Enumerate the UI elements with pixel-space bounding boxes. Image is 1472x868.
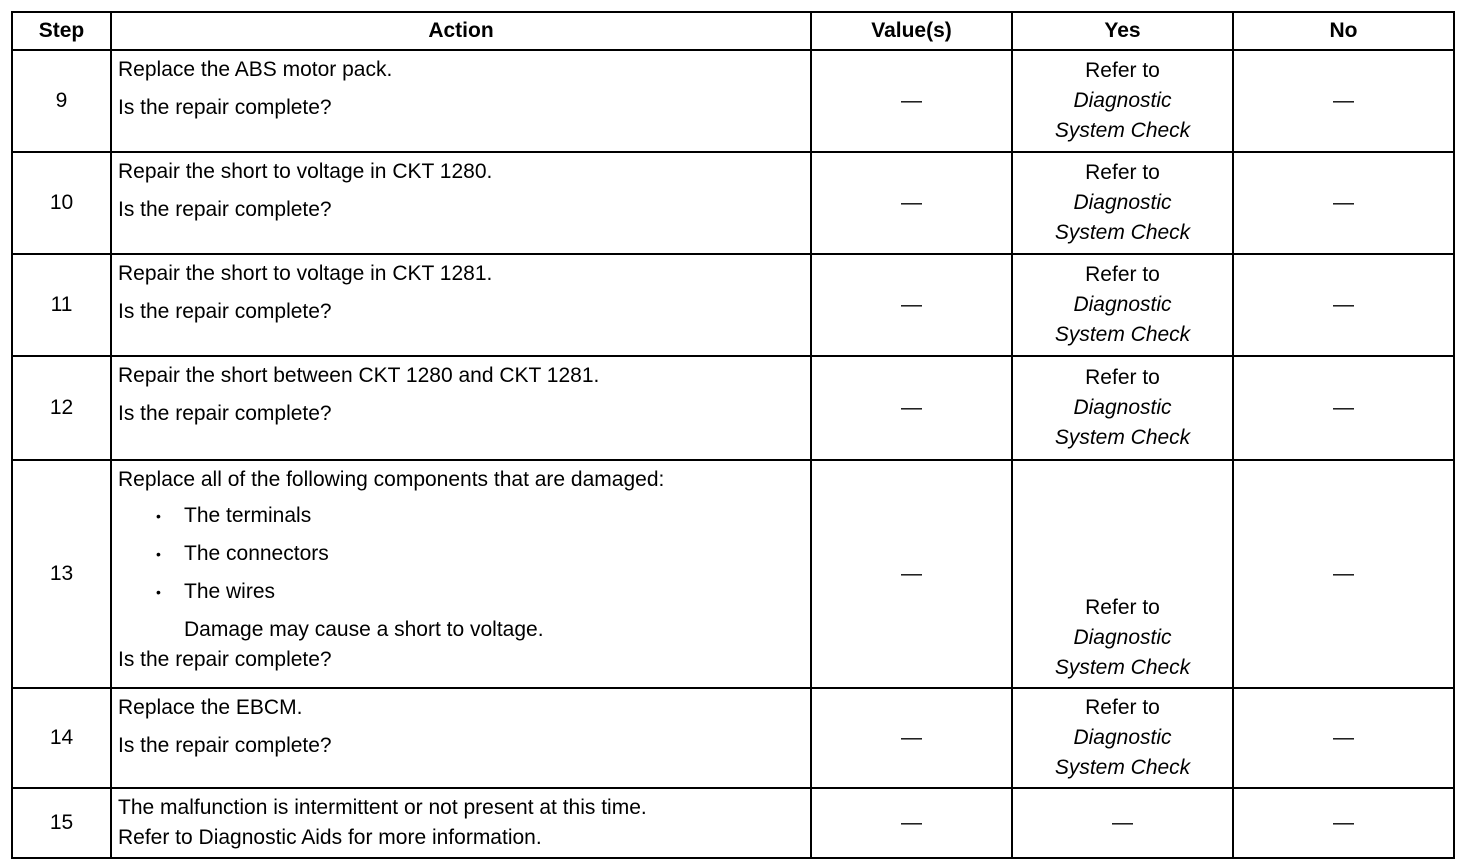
action-text: Replace the EBCM. xyxy=(118,696,303,719)
refer-to-text: Refer to xyxy=(1085,161,1160,184)
no-cell: — xyxy=(1233,788,1454,858)
yes-cell: — xyxy=(1012,788,1233,858)
system-check-text: System Check xyxy=(1054,119,1191,142)
diagnostic-text: Diagnostic xyxy=(1073,726,1172,749)
refer-to-text: Refer to xyxy=(1085,596,1160,619)
action-cell xyxy=(111,460,811,688)
list-item: • The wires xyxy=(154,577,804,607)
action-note: Damage may cause a short to voltage. xyxy=(184,618,544,641)
step-number: 9 xyxy=(12,50,111,152)
component-list xyxy=(118,501,804,607)
value-cell: — xyxy=(811,356,1012,460)
step-number: 10 xyxy=(12,152,111,254)
action-cell xyxy=(111,356,811,460)
no-cell: — xyxy=(1233,254,1454,356)
yes-cell xyxy=(1012,152,1233,254)
step-number: 13 xyxy=(12,460,111,688)
action-question: Is the repair complete? xyxy=(118,96,332,119)
action-question: Is the repair complete? xyxy=(118,198,332,221)
header-action: Action xyxy=(111,12,811,50)
action-question: Is the repair complete? xyxy=(118,734,332,757)
table-row xyxy=(12,356,1454,460)
value-cell: — xyxy=(811,254,1012,356)
system-check-text: System Check xyxy=(1054,656,1191,679)
action-question: Is the repair complete? xyxy=(118,402,332,425)
diagnostic-text: Diagnostic xyxy=(1073,191,1172,214)
diagnostic-text: Diagnostic xyxy=(1073,626,1172,649)
value-cell: — xyxy=(811,152,1012,254)
step-number: 15 xyxy=(12,788,111,858)
table-row xyxy=(12,688,1454,788)
action-cell xyxy=(111,50,811,152)
action-text: Repair the short between CKT 1280 and CKT 1281. xyxy=(118,364,600,387)
table-row xyxy=(12,788,1454,858)
no-cell: — xyxy=(1233,460,1454,688)
system-check-text: System Check xyxy=(1054,323,1191,346)
value-cell: — xyxy=(811,788,1012,858)
header-no: No xyxy=(1233,12,1454,50)
table-row xyxy=(12,50,1454,152)
refer-to-text: Refer to xyxy=(1085,263,1160,286)
action-text: Repair the short to voltage in CKT 1281. xyxy=(118,262,493,285)
step-number: 12 xyxy=(12,356,111,460)
value-cell: — xyxy=(811,688,1012,788)
yes-cell xyxy=(1012,460,1233,688)
system-check-text: System Check xyxy=(1054,426,1191,449)
action-question: Is the repair complete? xyxy=(118,648,332,671)
no-cell: — xyxy=(1233,50,1454,152)
list-item: • The connectors xyxy=(154,539,804,569)
no-cell: — xyxy=(1233,356,1454,460)
refer-to-text: Refer to xyxy=(1085,696,1160,719)
header-values: Value(s) xyxy=(811,12,1012,50)
step-number: 14 xyxy=(12,688,111,788)
refer-to-text: Refer to xyxy=(1085,59,1160,82)
header-row xyxy=(12,12,1454,50)
diagnostic-text: Diagnostic xyxy=(1073,396,1172,419)
action-intro: Replace all of the following components that are damaged: xyxy=(118,468,665,491)
table-row xyxy=(12,152,1454,254)
action-question: Is the repair complete? xyxy=(118,300,332,323)
action-cell xyxy=(111,254,811,356)
action-text-reference: Refer to Diagnostic Aids for more information. xyxy=(118,826,542,849)
yes-cell xyxy=(1012,356,1233,460)
table-row xyxy=(12,254,1454,356)
action-text: The malfunction is intermittent or not present at this time. xyxy=(118,796,647,819)
yes-cell xyxy=(1012,254,1233,356)
action-cell xyxy=(111,152,811,254)
header-step: Step xyxy=(12,12,111,50)
step-number: 11 xyxy=(12,254,111,356)
action-text: Repair the short to voltage in CKT 1280. xyxy=(118,160,493,183)
diagnostic-table xyxy=(11,11,1455,859)
action-text: Replace the ABS motor pack. xyxy=(118,58,393,81)
diagnostic-text: Diagnostic xyxy=(1073,293,1172,316)
refer-to-text: Refer to xyxy=(1085,366,1160,389)
yes-cell xyxy=(1012,50,1233,152)
action-cell xyxy=(111,688,811,788)
action-cell xyxy=(111,788,811,858)
yes-cell xyxy=(1012,688,1233,788)
list-item: • The terminals xyxy=(154,501,804,531)
no-cell: — xyxy=(1233,152,1454,254)
system-check-text: System Check xyxy=(1054,221,1191,244)
table-row xyxy=(12,460,1454,688)
diagnostic-text: Diagnostic xyxy=(1073,89,1172,112)
value-cell: — xyxy=(811,50,1012,152)
no-cell: — xyxy=(1233,688,1454,788)
system-check-text: System Check xyxy=(1054,756,1191,779)
header-yes: Yes xyxy=(1012,12,1233,50)
value-cell: — xyxy=(811,460,1012,688)
